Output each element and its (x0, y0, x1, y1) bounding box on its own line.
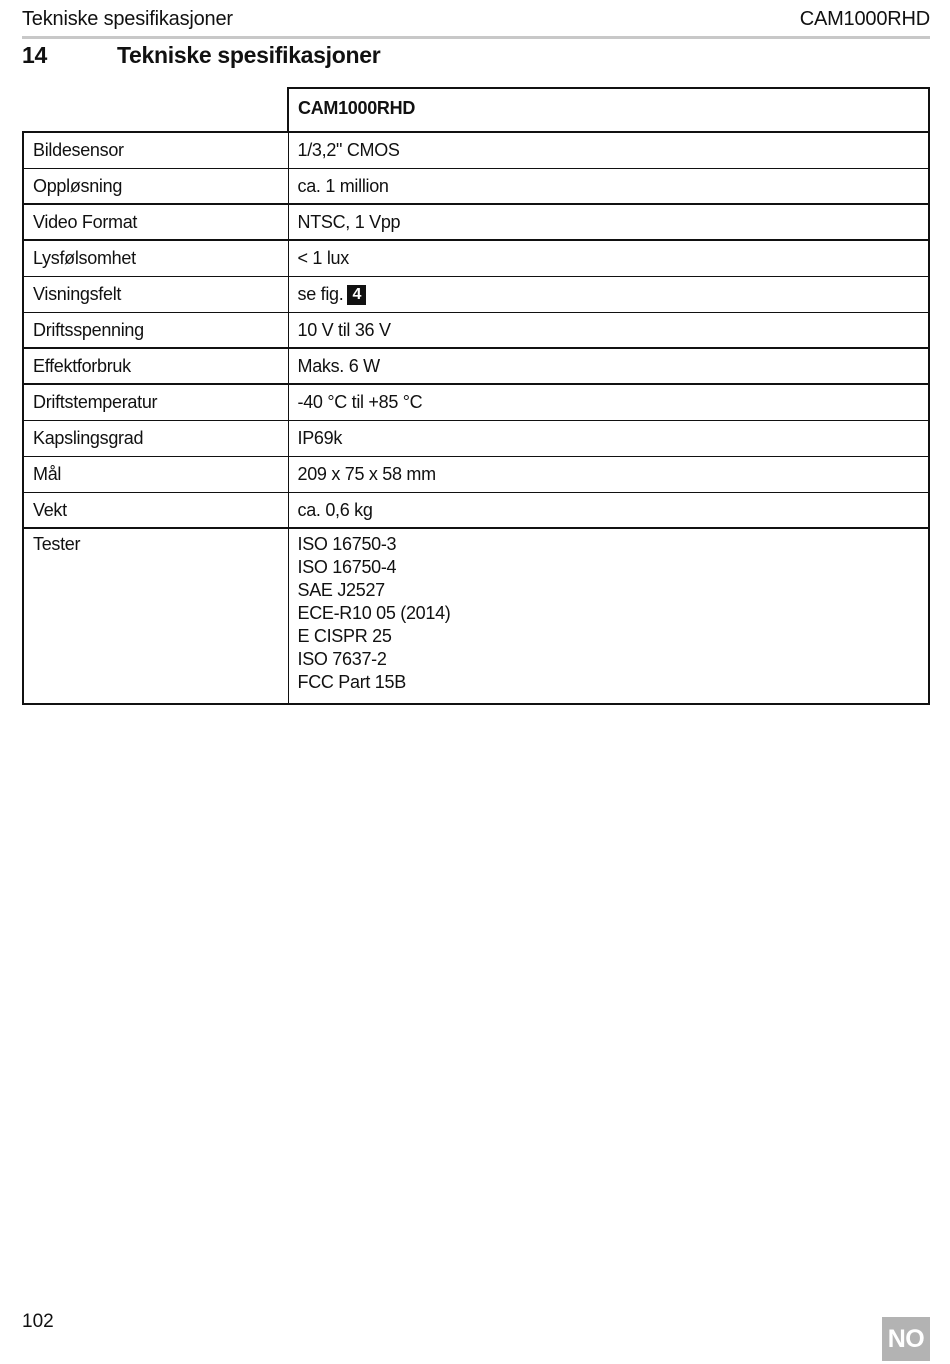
test-item: SAE J2527 (297, 580, 385, 600)
table-row (23, 420, 929, 456)
row-label: Vekt (23, 492, 288, 528)
language-badge: NO (882, 1317, 930, 1361)
table-row-tests (23, 528, 929, 704)
row-value: Maks. 6 W (288, 348, 929, 384)
table-row (23, 492, 929, 528)
section-number: 14 (22, 42, 47, 68)
row-label: Lysfølsomhet (23, 240, 288, 276)
page-number: 102 (22, 1311, 54, 1332)
section-title: Tekniske spesifikasjoner (117, 42, 381, 68)
test-item: FCC Part 15B (297, 672, 406, 692)
row-value (288, 276, 929, 312)
table-row (23, 312, 929, 348)
row-label: Oppløsning (23, 168, 288, 204)
tests-label: Tester (23, 528, 288, 704)
section-heading (22, 42, 380, 69)
spec-table-corner-cell (23, 88, 288, 132)
row-value: < 1 lux (288, 240, 929, 276)
row-value: ca. 0,6 kg (288, 492, 929, 528)
figure-reference-badge: 4 (347, 285, 366, 305)
row-label: Effektforbruk (23, 348, 288, 384)
spec-table-header-row (23, 88, 929, 132)
test-item: ECE-R10 05 (2014) (297, 603, 451, 623)
tests-list (288, 528, 929, 704)
test-item: ISO 7637-2 (297, 649, 387, 669)
row-value: 10 V til 36 V (288, 312, 929, 348)
row-label: Driftstemperatur (23, 384, 288, 420)
table-row (23, 276, 929, 312)
test-item: ISO 16750-3 (297, 534, 397, 554)
table-row (23, 240, 929, 276)
running-header (22, 6, 930, 39)
table-row (23, 168, 929, 204)
running-header-title: Tekniske spesifikasjoner (22, 8, 233, 30)
row-value: ca. 1 million (288, 168, 929, 204)
table-row (23, 456, 929, 492)
row-label: Visningsfelt (23, 276, 288, 312)
row-value: NTSC, 1 Vpp (288, 204, 929, 240)
row-label: Driftsspenning (23, 312, 288, 348)
table-row (23, 204, 929, 240)
row-label: Kapslingsgrad (23, 420, 288, 456)
test-item: ISO 16750-4 (297, 557, 397, 577)
running-header-model: CAM1000RHD (799, 8, 930, 30)
test-item: E CISPR 25 (297, 626, 392, 646)
row-value: 209 x 75 x 58 mm (288, 456, 929, 492)
spec-table-model-header: CAM1000RHD (288, 88, 929, 132)
row-value: IP69k (288, 420, 929, 456)
fig-ref-text: se fig. (297, 283, 344, 304)
table-row (23, 348, 929, 384)
row-label: Mål (23, 456, 288, 492)
row-label: Video Format (23, 204, 288, 240)
spec-table (22, 87, 930, 705)
row-label: Bildesensor (23, 132, 288, 168)
row-value: 1/3,2" CMOS (288, 132, 929, 168)
table-row (23, 384, 929, 420)
table-row (23, 132, 929, 168)
row-value: -40 °C til +85 °C (288, 384, 929, 420)
